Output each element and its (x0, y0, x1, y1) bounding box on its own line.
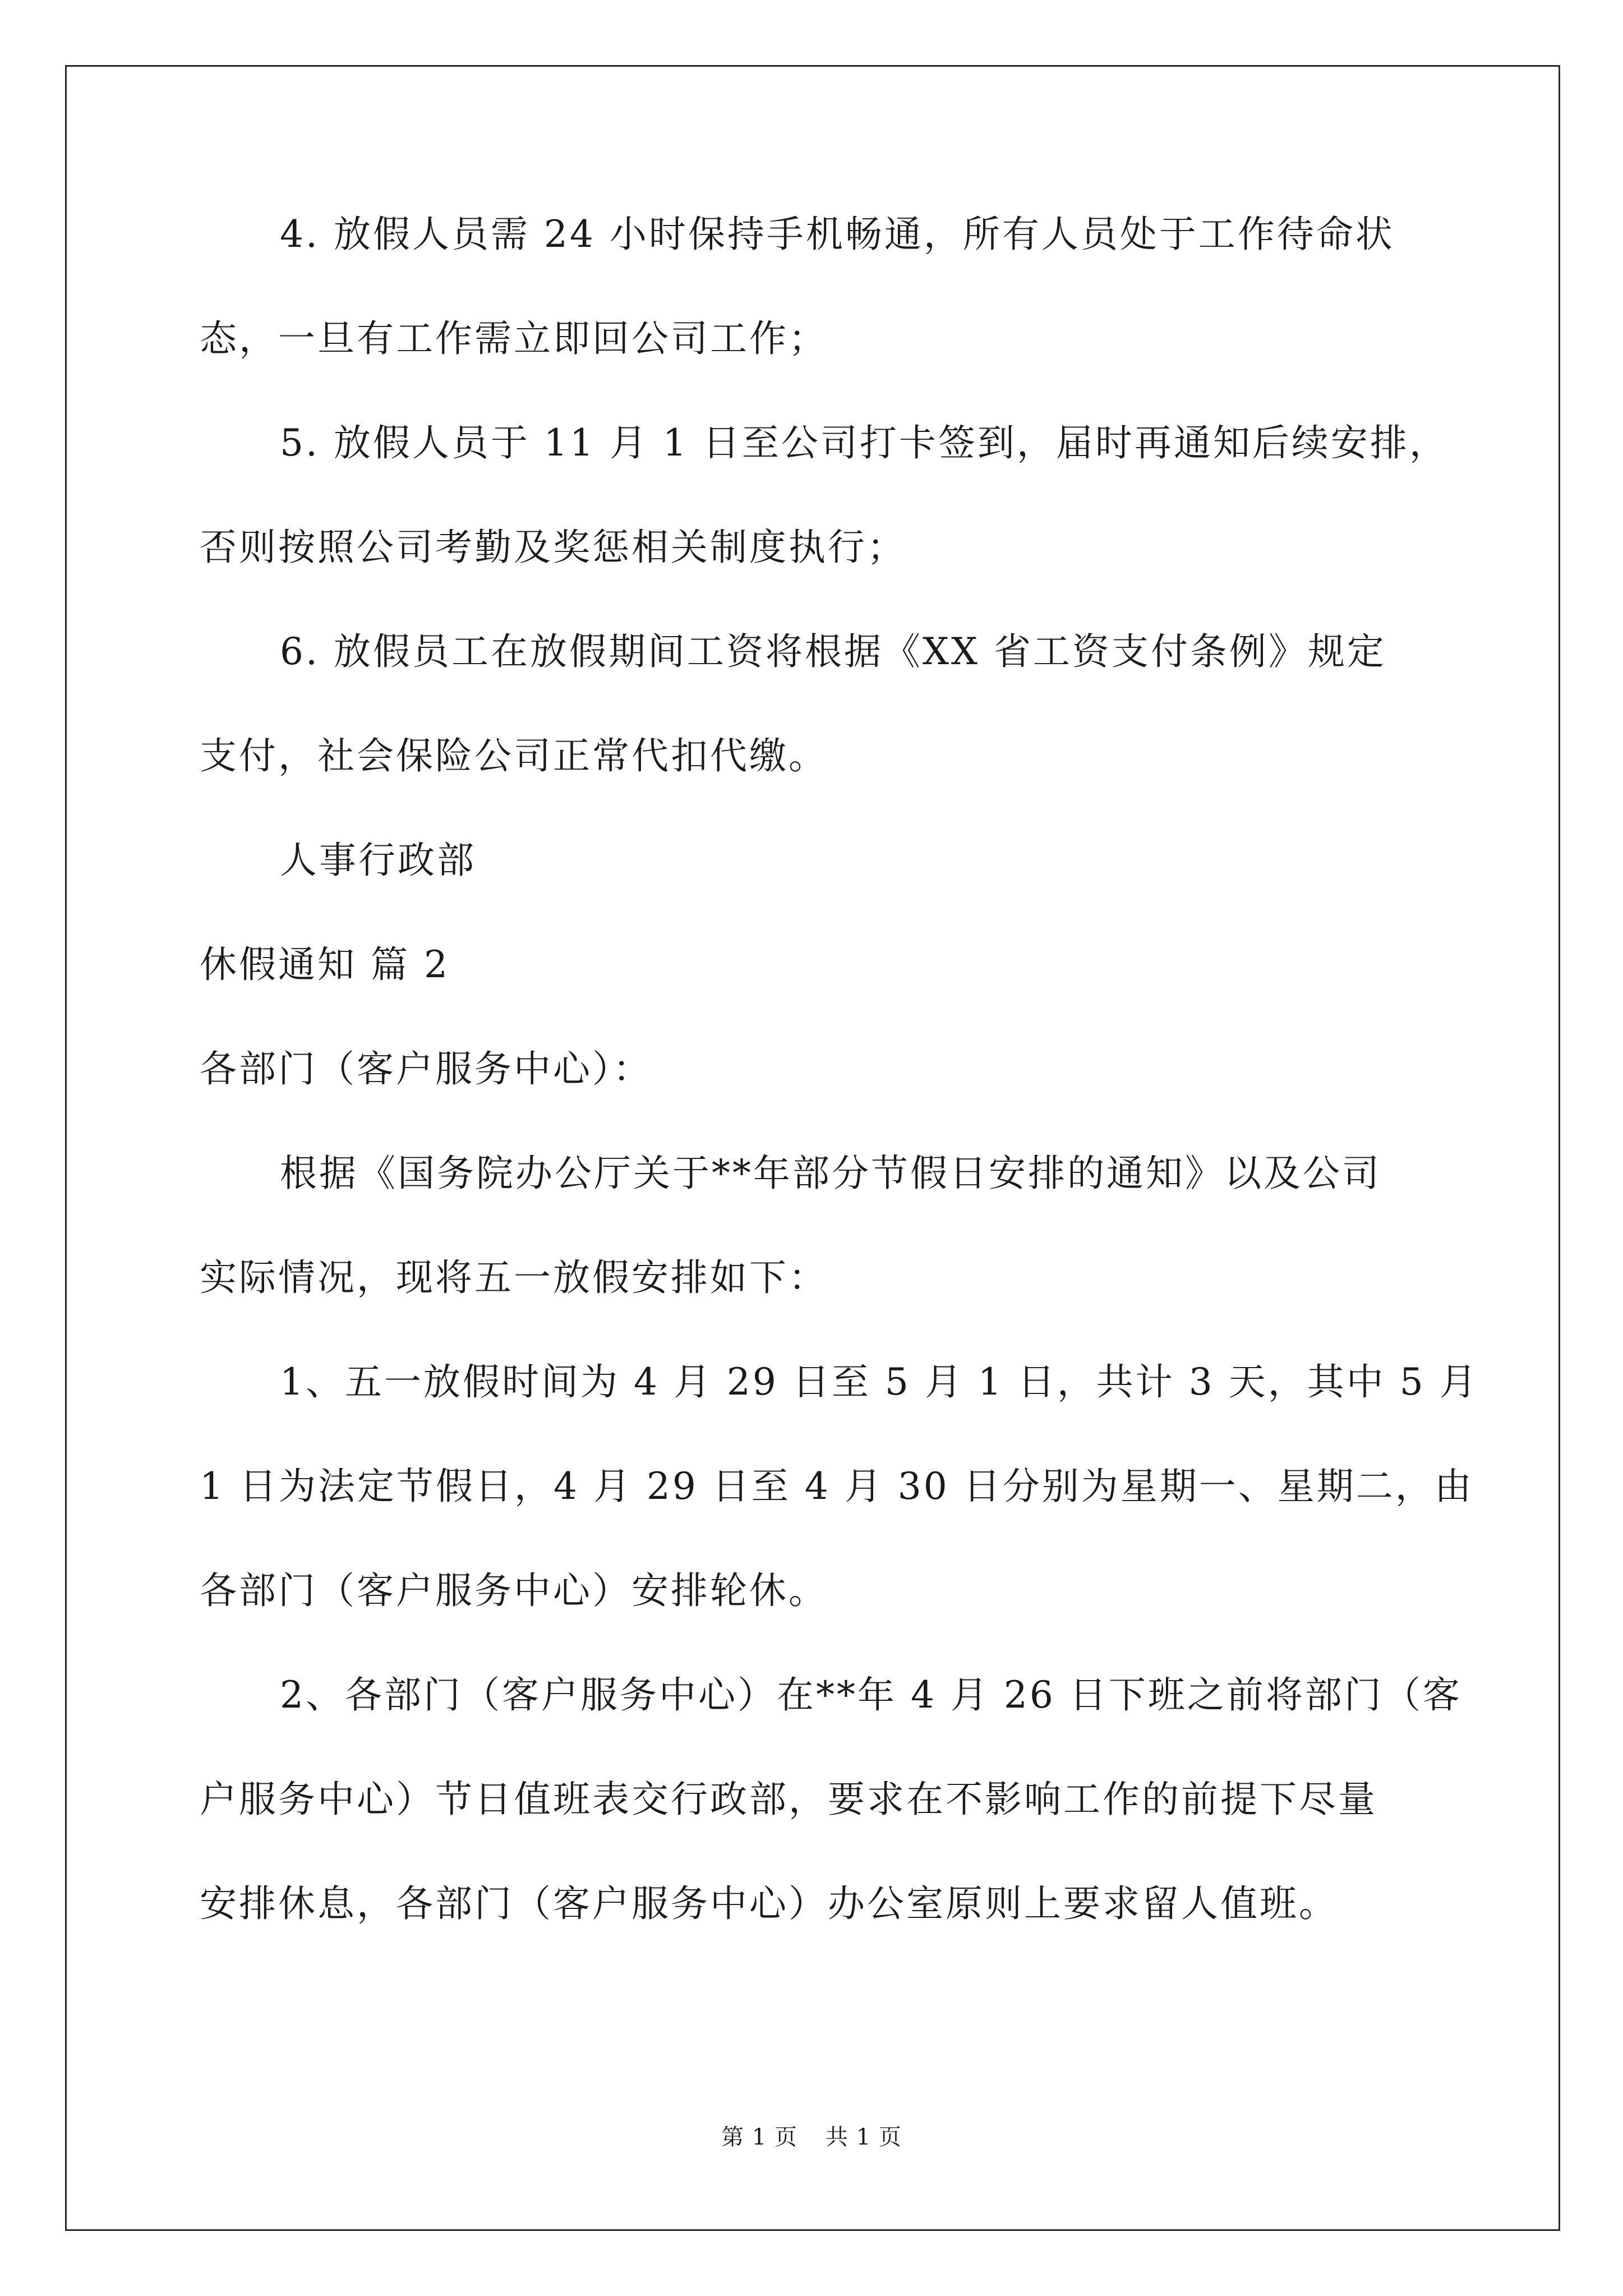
paragraph-line: 6. 放假员工在放假期间工资将根据《XX 省工资支付条例》规定 (280, 630, 1386, 673)
paragraph-line: 根据《国务院办公厅关于**年部分节假日安排的通知》以及公司 (280, 1152, 1381, 1195)
page-number: 第 1 页 (721, 2124, 797, 2150)
paragraph-line: 态，一旦有工作需立即回公司工作； (200, 317, 828, 360)
paragraph-line: 否则按照公司考勤及奖惩相关制度执行； (200, 526, 906, 569)
paragraph-line: 1 日为法定节假日，4 月 29 日至 4 月 30 日分别为星期一、星期二，由 (200, 1465, 1474, 1508)
page-footer (0, 2123, 1623, 2151)
salutation: 各部门（客户服务中心）： (200, 1047, 652, 1091)
paragraph-line: 5. 放假人员于 11 月 1 日至公司打卡签到，届时再通知后续安排， (280, 421, 1449, 464)
paragraph-line: 2、各部门（客户服务中心）在**年 4 月 26 日下班之前将部门（客 (280, 1673, 1462, 1717)
paragraph-line: 实际情况，现将五一放假安排如下： (200, 1256, 828, 1299)
page-total: 共 1 页 (826, 2124, 902, 2150)
section-title: 休假通知 篇 2 (200, 943, 450, 986)
paragraph-line: 4. 放假人员需 24 小时保持手机畅通，所有人员处于工作待命状 (280, 213, 1395, 256)
paragraph-line: 户服务中心）节日值班表交行政部，要求在不影响工作的前提下尽量 (200, 1778, 1377, 1821)
signature: 人事行政部 (280, 839, 476, 882)
paragraph-line: 各部门（客户服务中心）安排轮休。 (200, 1569, 828, 1612)
paragraph-line: 1、五一放假时间为 4 月 29 日至 5 月 1 日，共计 3 天，其中 5 月 (280, 1360, 1479, 1404)
paragraph-line: 安排休息，各部门（客户服务中心）办公室原则上要求留人值班。 (200, 1882, 1338, 1925)
paragraph-line: 支付，社会保险公司正常代扣代缴。 (200, 734, 828, 777)
